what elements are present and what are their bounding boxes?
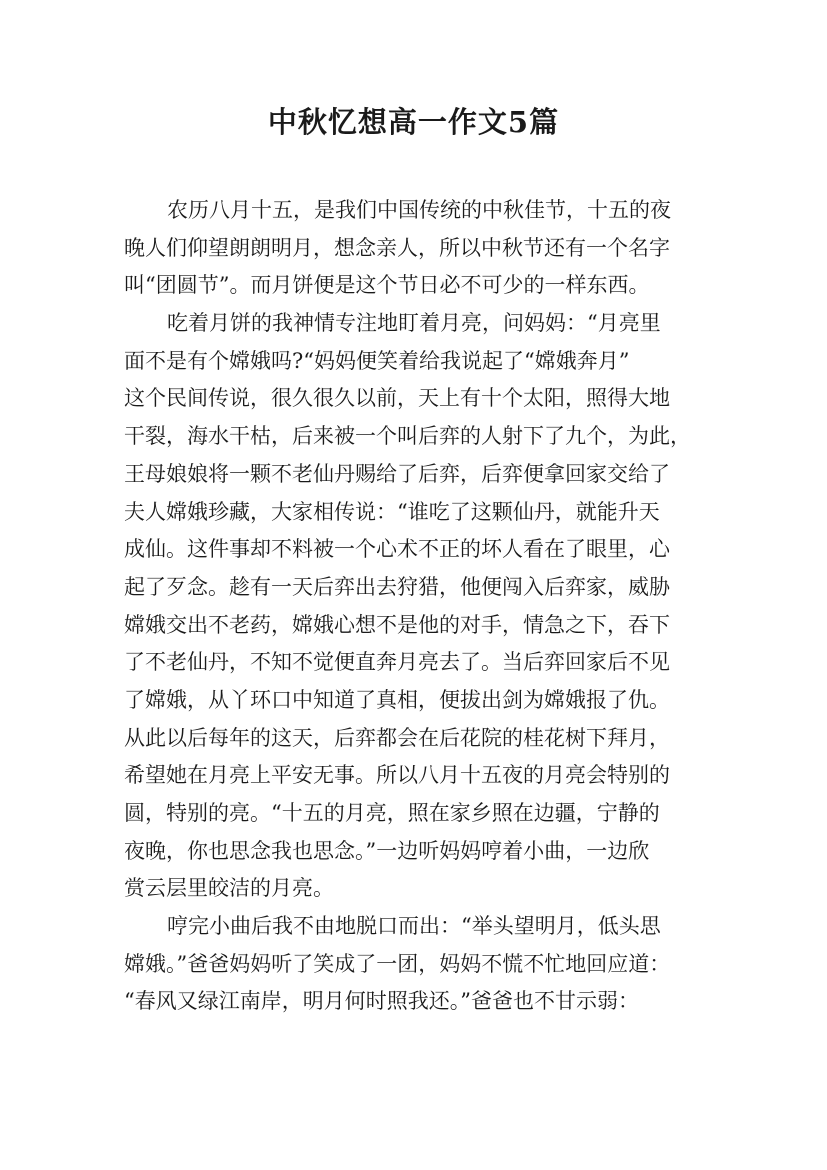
text-line: 起了歹念。趁有一天后弈出去狩猎，他便闯入后弈家，威胁 (124, 574, 670, 599)
text-line: 了不老仙丹，不知不觉便直奔月亮去了。当后弈回家后不见 (124, 650, 670, 675)
text-line: “春风又绿江南岸，明月何时照我还。”爸爸也不甘示弱： (124, 989, 639, 1014)
text-line: 圆，特别的亮。“十五的月亮，照在家乡照在边疆，宁静的 (124, 801, 660, 825)
text-line: 晚人们仰望朗朗明月，想念亲人，所以中秋节还有一个名字 (124, 235, 670, 260)
text-line: 吃着月饼的我神情专注地盯着月亮，问妈妈：“月亮里 (167, 311, 661, 336)
text-line: 面不是有个嫦娥吗?“妈妈便笑着给我说起了“嫦娥奔月” (124, 348, 630, 373)
text-line: 这个民间传说，很久很久以前，天上有十个太阳，照得大地 (124, 386, 670, 411)
text-line: 了嫦娥，从丫环口中知道了真相，便拔出剑为嫦娥报了仇。 (124, 687, 670, 712)
text-line: 夫人嫦娥珍藏，大家相传说：“谁吃了这颗仙丹，就能升天 (124, 499, 660, 524)
text-line: 赏云层里皎洁的月亮。 (124, 876, 334, 901)
text-line: 农历八月十五，是我们中国传统的中秋佳节，十五的夜 (167, 198, 671, 222)
text-line: 嫦娥交出不老药，嫦娥心想不是他的对手，情急之下，吞下 (124, 612, 670, 637)
text-line: 从此以后每年的这天，后弈都会在后花院的桂花树下拜月， (124, 725, 670, 750)
text-line: 夜晚，你也思念我也思念。”一边听妈妈哼着小曲，一边欣 (124, 838, 650, 863)
text-line: 哼完小曲后我不由地脱口而出：“举头望明月，低头思 (167, 914, 661, 939)
text-line: 叫“团圆节”。而月饼便是这个节日必不可少的一样东西。 (124, 273, 650, 298)
text-line: 王母娘娘将一颗不老仙丹赐给了后弈，后弈便拿回家交给了 (124, 461, 670, 486)
text-line: 成仙。这件事却不料被一个心术不正的坏人看在了眼里，心 (124, 537, 670, 562)
text-line: 希望她在月亮上平安无事。所以八月十五夜的月亮会特别的 (124, 763, 670, 788)
text-line: 嫦娥。”爸爸妈妈听了笑成了一团，妈妈不慌不忙地回应道： (124, 951, 671, 976)
document-title: 中秋忆想高一作文5篇 (267, 105, 560, 139)
document-body (124, 192, 724, 1021)
text-line: 干裂，海水干枯，后来被一个叫后弈的人射下了九个，为此， (124, 424, 691, 449)
